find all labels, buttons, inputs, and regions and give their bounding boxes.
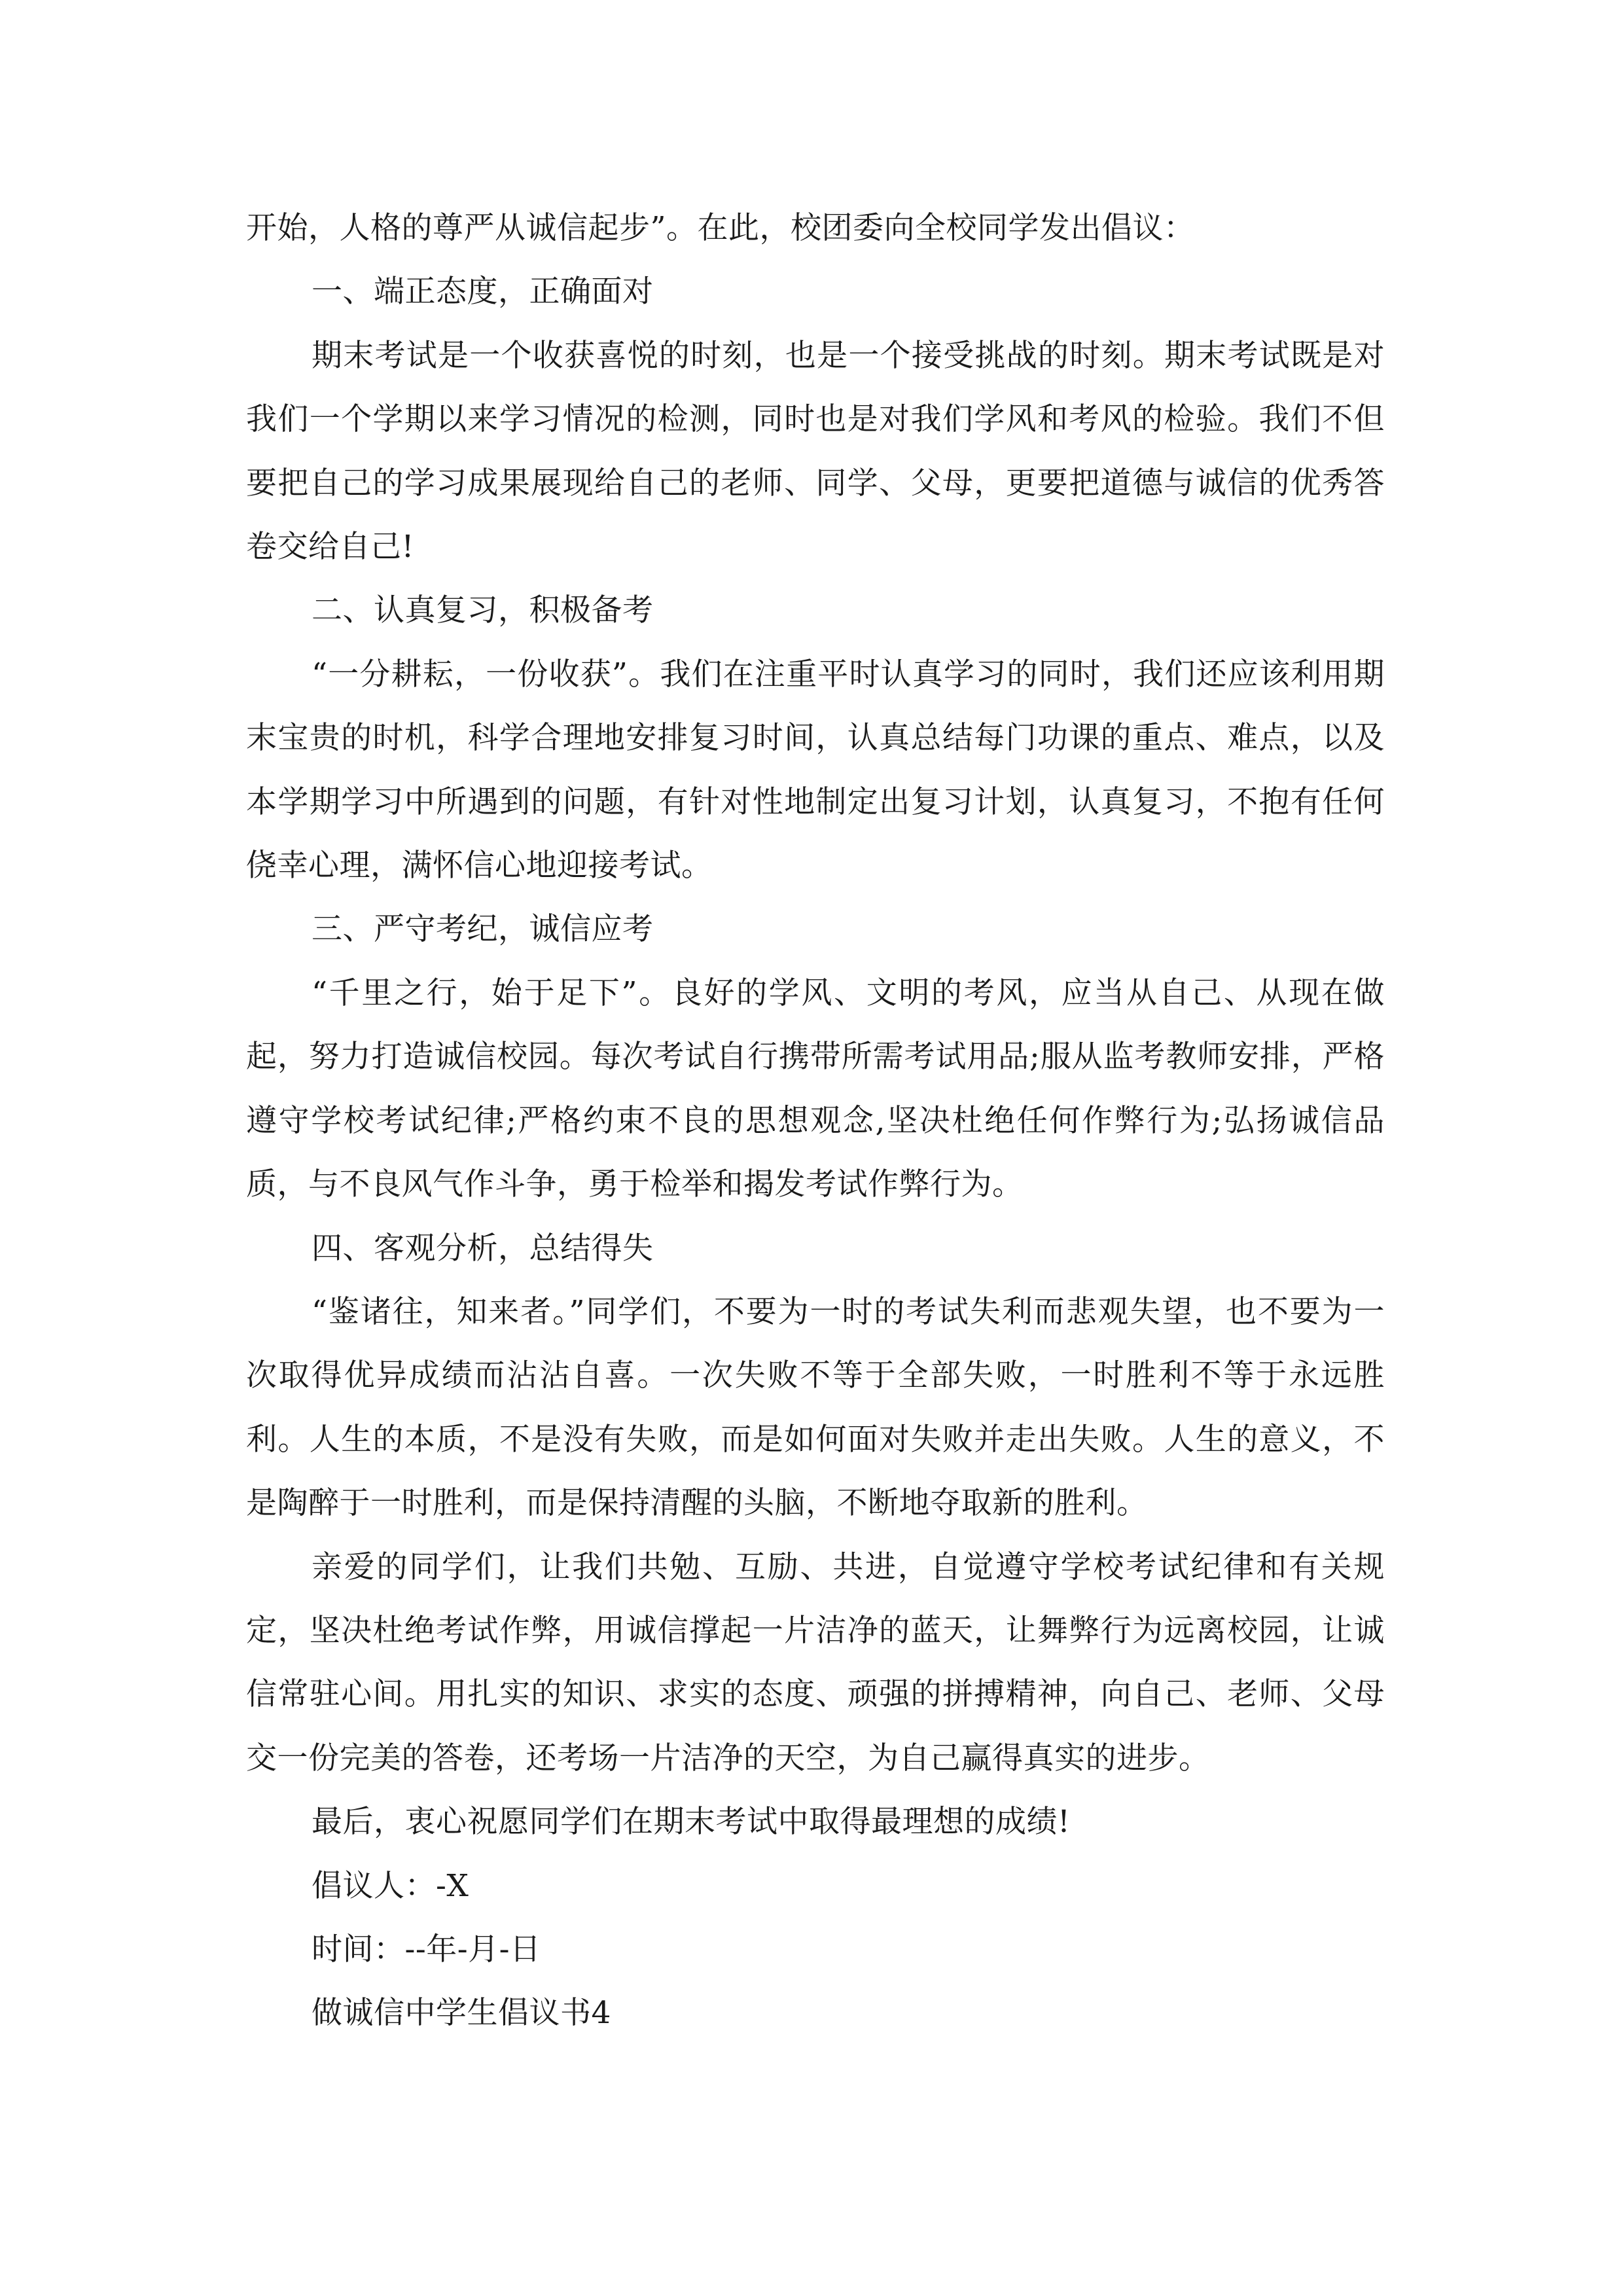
document-body	[246, 196, 1385, 2045]
signature-date: 时间：--年-月-日	[312, 1931, 541, 1967]
paragraph-section-1: 期末考试是一个收获喜悦的时刻，也是一个接受挑战的时刻。期末考试既是对我们一个学期以来学习情况的检测，同时也是对我们学风和考风的检验。我们不但要把自己的学习成果展现给自己的老师、同学、父母，更要把道德与诚信的优秀答卷交给自己!	[246, 337, 1385, 565]
heading-section-1: 一、端正态度，正确面对	[312, 274, 654, 310]
paragraph-section-4: “鉴诸往，知来者。”同学们，不要为一时的考试失利而悲观失望，也不要为一次取得优异成绩而沾沾自喜。一次失败不等于全部失败，一时胜利不等于永远胜利。人生的本质，不是没有失败，而是如何面对失败并走出失败。人生的意义，不是陶醉于一时胜利，而是保持清醒的头脑，不断地夺取新的胜利。	[246, 1293, 1385, 1522]
heading-section-2: 二、认真复习，积极备考	[312, 592, 654, 629]
paragraph-closing-appeal: 亲爱的同学们，让我们共勉、互励、共进，自觉遵守学校考试纪律和有关规定，坚决杜绝考试作弊，用诚信撑起一片洁净的蓝天，让舞弊行为远离校园，让诚信常驻心间。用扎实的知识、求实的态度、顽强的拼搏精神，向自己、老师、父母交一份完美的答卷，还考场一片洁净的天空，为自己赢得真实的进步。	[246, 1549, 1385, 1776]
paragraph-section-2: “一分耕耘，一份收获”。我们在注重平时认真学习的同时，我们还应该利用期末宝贵的时机，科学合理地安排复习时间，认真总结每门功课的重点、难点，以及本学期学习中所遇到的问题，有针对性地制定出复习计划，认真复习，不抱有任何侥幸心理，满怀信心地迎接考试。	[246, 656, 1385, 884]
signature-initiator: 倡议人：-X	[312, 1867, 469, 1904]
heading-section-3: 三、严守考纪，诚信应考	[312, 911, 654, 948]
paragraph-intro-continuation: 开始，人格的尊严从诚信起步”。在此，校团委向全校同学发出倡议：	[246, 210, 1195, 246]
heading-section-4: 四、客观分析，总结得失	[312, 1230, 654, 1266]
paragraph-best-wishes: 最后，衷心祝愿同学们在期末考试中取得最理想的成绩!	[312, 1804, 1071, 1840]
next-document-title: 做诚信中学生倡议书4	[312, 1995, 611, 2032]
paragraph-section-3: “千里之行，始于足下”。良好的学风、文明的考风，应当从自己、从现在做起，努力打造诚信校园。每次考试自行携带所需考试用品;服从监考教师安排，严格遵守学校考试纪律;严格约束不良的思想观念,坚决杜绝任何作弊行为;弘扬诚信品质，与不良风气作斗争，勇于检举和揭发考试作弊行为。	[246, 975, 1385, 1203]
